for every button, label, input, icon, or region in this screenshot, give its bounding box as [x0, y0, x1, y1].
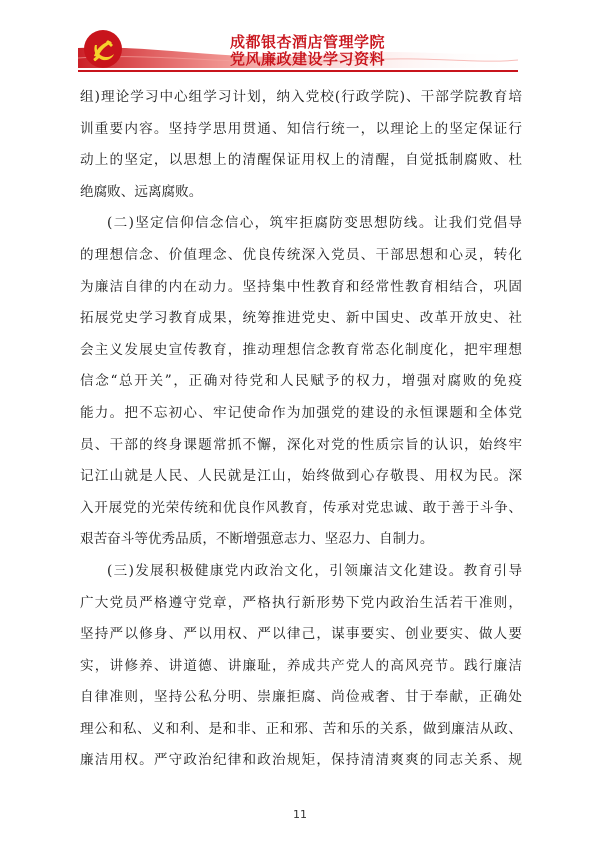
body-line: 廉洁用权。严守政治纪律和政治规矩，保持清清爽爽的同志关系、规 [80, 752, 522, 769]
body-line: 自律准则，坚持公私分明、崇廉拒腐、尚俭戒奢、甘于奉献，正确处 [80, 689, 522, 706]
body-line: 的理想信念、价值理念、优良传统深入党员、干部思想和心灵，转化 [80, 246, 522, 263]
body-line: 坚持严以修身、严以用权、严以律己，谋事要实、创业要实、做人要 [80, 626, 522, 643]
body-line: 拓展党史学习教育成果，统筹推进党史、新中国史、改革开放史、社 [80, 310, 522, 327]
header-title-line2: 党风廉政建设学习资料 [230, 50, 386, 68]
body-line: 信念“总开关”，正确对待党和人民赋予的权力，增强对腐败的免疫 [80, 373, 522, 390]
page-number: 11 [293, 808, 307, 821]
section-heading-line: (三)发展积极健康党内政治文化，引领廉洁文化建设。教育引导 [107, 562, 522, 579]
body-line: 入开展党的光荣传统和优良作风教育，传承对党忠诚、敢于善于斗争、 [80, 499, 522, 516]
party-emblem-icon [82, 28, 124, 70]
body-line: 员、干部的终身课题常抓不懈，深化对党的性质宗旨的认识，始终牢 [80, 436, 522, 453]
section-heading-line: (二)坚定信仰信念信心，筑牢拒腐防变思想防线。让我们党倡导 [107, 215, 522, 232]
body-line: 实，讲修养、讲道德、讲廉耻，养成共产党人的高风亮节。践行廉洁 [80, 657, 522, 674]
body-line: 艰苦奋斗等优秀品质，不断增强意志力、坚忍力、自制力。 [80, 531, 434, 548]
header-title-line1: 成都银杏酒店管理学院 [230, 33, 386, 51]
body-line: 广大党员严格遵守党章，严格执行新形势下党内政治生活若干准则， [80, 594, 522, 611]
body-line: 训重要内容。坚持学思用贯通、知信行统一，以理论上的坚定保证行 [80, 120, 522, 137]
body-line: 为廉洁自律的内在动力。坚持集中性教育和经常性教育相结合，巩固 [80, 278, 522, 295]
header-title [230, 34, 385, 68]
body-line: 记江山就是人民、人民就是江山，始终做到心存敬畏、用权为民。深 [80, 468, 522, 485]
body-line: 能力。把不忘初心、牢记使命作为加强党的建设的永恒课题和全体党 [80, 404, 522, 421]
body-line: 会主义发展史宣传教育，推动理想信念教育常态化制度化，把牢理想 [80, 341, 522, 358]
body-line: 动上的坚定，以思想上的清醒保证用权上的清醒，自觉抵制腐败、杜 [80, 152, 522, 169]
document-header [0, 0, 600, 80]
document-body [80, 82, 522, 777]
body-line: 绝腐败、远离腐败。 [80, 183, 203, 200]
body-line: 组)理论学习中心组学习计划，纳入党校(行政学院)、干部学院教育培 [80, 89, 522, 105]
body-line: 理公和私、义和利、是和非、正和邪、苦和乐的关系，做到廉洁从政、 [80, 720, 522, 737]
header-divider [78, 70, 518, 72]
